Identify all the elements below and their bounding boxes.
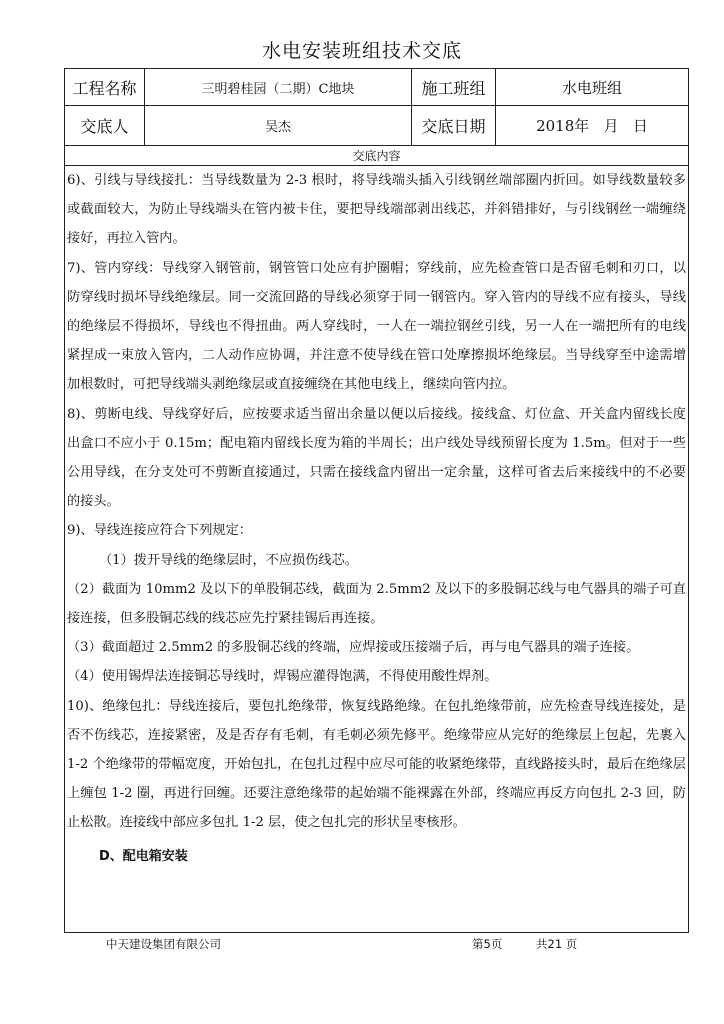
section-heading-d: D、配电箱安装 bbox=[99, 848, 188, 864]
date-value: 2018年 月 日 bbox=[536, 117, 648, 135]
paragraph-item-9: 9)、导线连接应符合下列规定： bbox=[67, 523, 252, 539]
disclosure-form bbox=[64, 68, 689, 933]
document-title: 水电安装班组技术交底 bbox=[261, 40, 462, 62]
project-label-cell bbox=[65, 69, 145, 105]
paragraph-item-7: 7)、管内穿线：导线穿入钢管前，钢管管口处应有护圈帽；穿线前，应先检查管口是否留毛刺和刃口，以防穿线时损坏导线绝缘层。同一交流回路的导线必须穿于同一钢管内。穿入管内的导线不应有接头，导线的绝缘层不得损坏，导线也不得扭曲。两人穿线时，一人在一端拉钢丝引线，另一人在一端把所有的电线紧捏成一束放入管内，二人动作应协调，并注意不使导线在管口处摩擦损坏绝缘层。当导线穿至中途需增加根数时，可把导线端头剥绝缘层或直接缠绕在其他电线上，继续向管内拉。 bbox=[67, 260, 686, 393]
paragraph-item-9-4: （4）使用锡焊法连接铜芯导线时，焊锡应灌得饱满，不得使用酸性焊剂。 bbox=[67, 669, 498, 685]
project-label: 工程名称 bbox=[72, 78, 137, 98]
paragraph-item-6: 6)、引线与导线接扎：当导线数量为 2-3 根时，将导线端头插入引线钢丝端部圈内折回。如导线数量较多或截面较大，为防止导线端头在管内被卡住，要把导线端部剥出线芯，并斜错排好，与引线钢丝一端缠绕接好，再拉入管内。 bbox=[67, 173, 686, 247]
team-value-cell bbox=[496, 69, 688, 105]
project-value-cell bbox=[145, 69, 412, 105]
presenter-label-cell bbox=[65, 106, 145, 145]
date-label: 交底日期 bbox=[421, 117, 486, 136]
team-label: 施工班组 bbox=[421, 78, 486, 98]
presenter-value-cell bbox=[145, 106, 412, 145]
team-label-cell bbox=[412, 69, 496, 105]
paragraph-item-9-2: （2）截面为 10mm2 及以下的单股铜芯线，截面为 2.5mm2 及以下的多股铜芯线与电气器具的端子可直接连接，但多股铜芯线的线芯应先拧紧挂锡后再连接。 bbox=[67, 581, 686, 627]
presenter-value: 吴杰 bbox=[264, 120, 291, 135]
project-value: 三明碧桂园（二期）C地块 bbox=[201, 81, 355, 97]
footer-company: 中天建设集团有限公司 bbox=[106, 937, 221, 951]
footer-page-number: 第5页 bbox=[472, 937, 503, 951]
date-value-cell bbox=[496, 106, 688, 145]
header-row-presenter bbox=[65, 106, 688, 146]
team-value: 水电班组 bbox=[561, 78, 622, 97]
footer-total-pages: 共21 页 bbox=[536, 937, 578, 951]
header-row-project bbox=[65, 69, 688, 106]
section-title-cell bbox=[65, 146, 688, 165]
date-label-cell bbox=[412, 106, 496, 145]
paragraph-item-9-3: （3）截面超过 2.5mm2 的多股铜芯线的终端，应焊接或压接端子后，再与电气器具的端子连接。 bbox=[67, 640, 640, 656]
paragraph-item-9-1: （1）拨开导线的绝缘层时，不应损伤线芯。 bbox=[99, 552, 358, 568]
section-title-row bbox=[65, 146, 688, 166]
section-title: 交底内容 bbox=[352, 149, 401, 163]
presenter-label: 交底人 bbox=[80, 117, 129, 136]
paragraph-item-10: 10)、绝缘包扎：导线连接后，要包扎绝缘带，恢复线路绝缘。在包扎绝缘带前，应先检查导线连接处，是否不伤线芯，连接紧密，及是否存有毛刺，有毛刺必须先修平。绝缘带应从完好的绝缘层上包起，先裹入 1-2 个绝缘带的带幅宽度，开始包扎，在包扎过程中应尽可能的收紧绝缘带，直线路接头时，最后在绝缘层上缠包 1-2 圈，再进行回缠。还要注意绝缘带的起始端不能裸露在外部，终端应再反方向包扎 2-3 回，防止松散。连接线中部应多包扎 1-2 层，使之包扎完的形状呈枣核形。 bbox=[67, 698, 686, 831]
disclosure-content bbox=[67, 166, 686, 871]
paragraph-item-8: 8)、剪断电线、导线穿好后，应按要求适当留出余量以便以后接线。接线盒、灯位盒、开关盒内留线长度出盒口不应小于 0.15m；配电箱内留线长度为箱的半周长；出户线处导线预留长度为 1.5m。但对于一些公用导线，在分支处可不剪断直接通过，只需在接线盒内留出一定余量，这样可省去后来接线中的不必要的接头。 bbox=[67, 406, 686, 510]
